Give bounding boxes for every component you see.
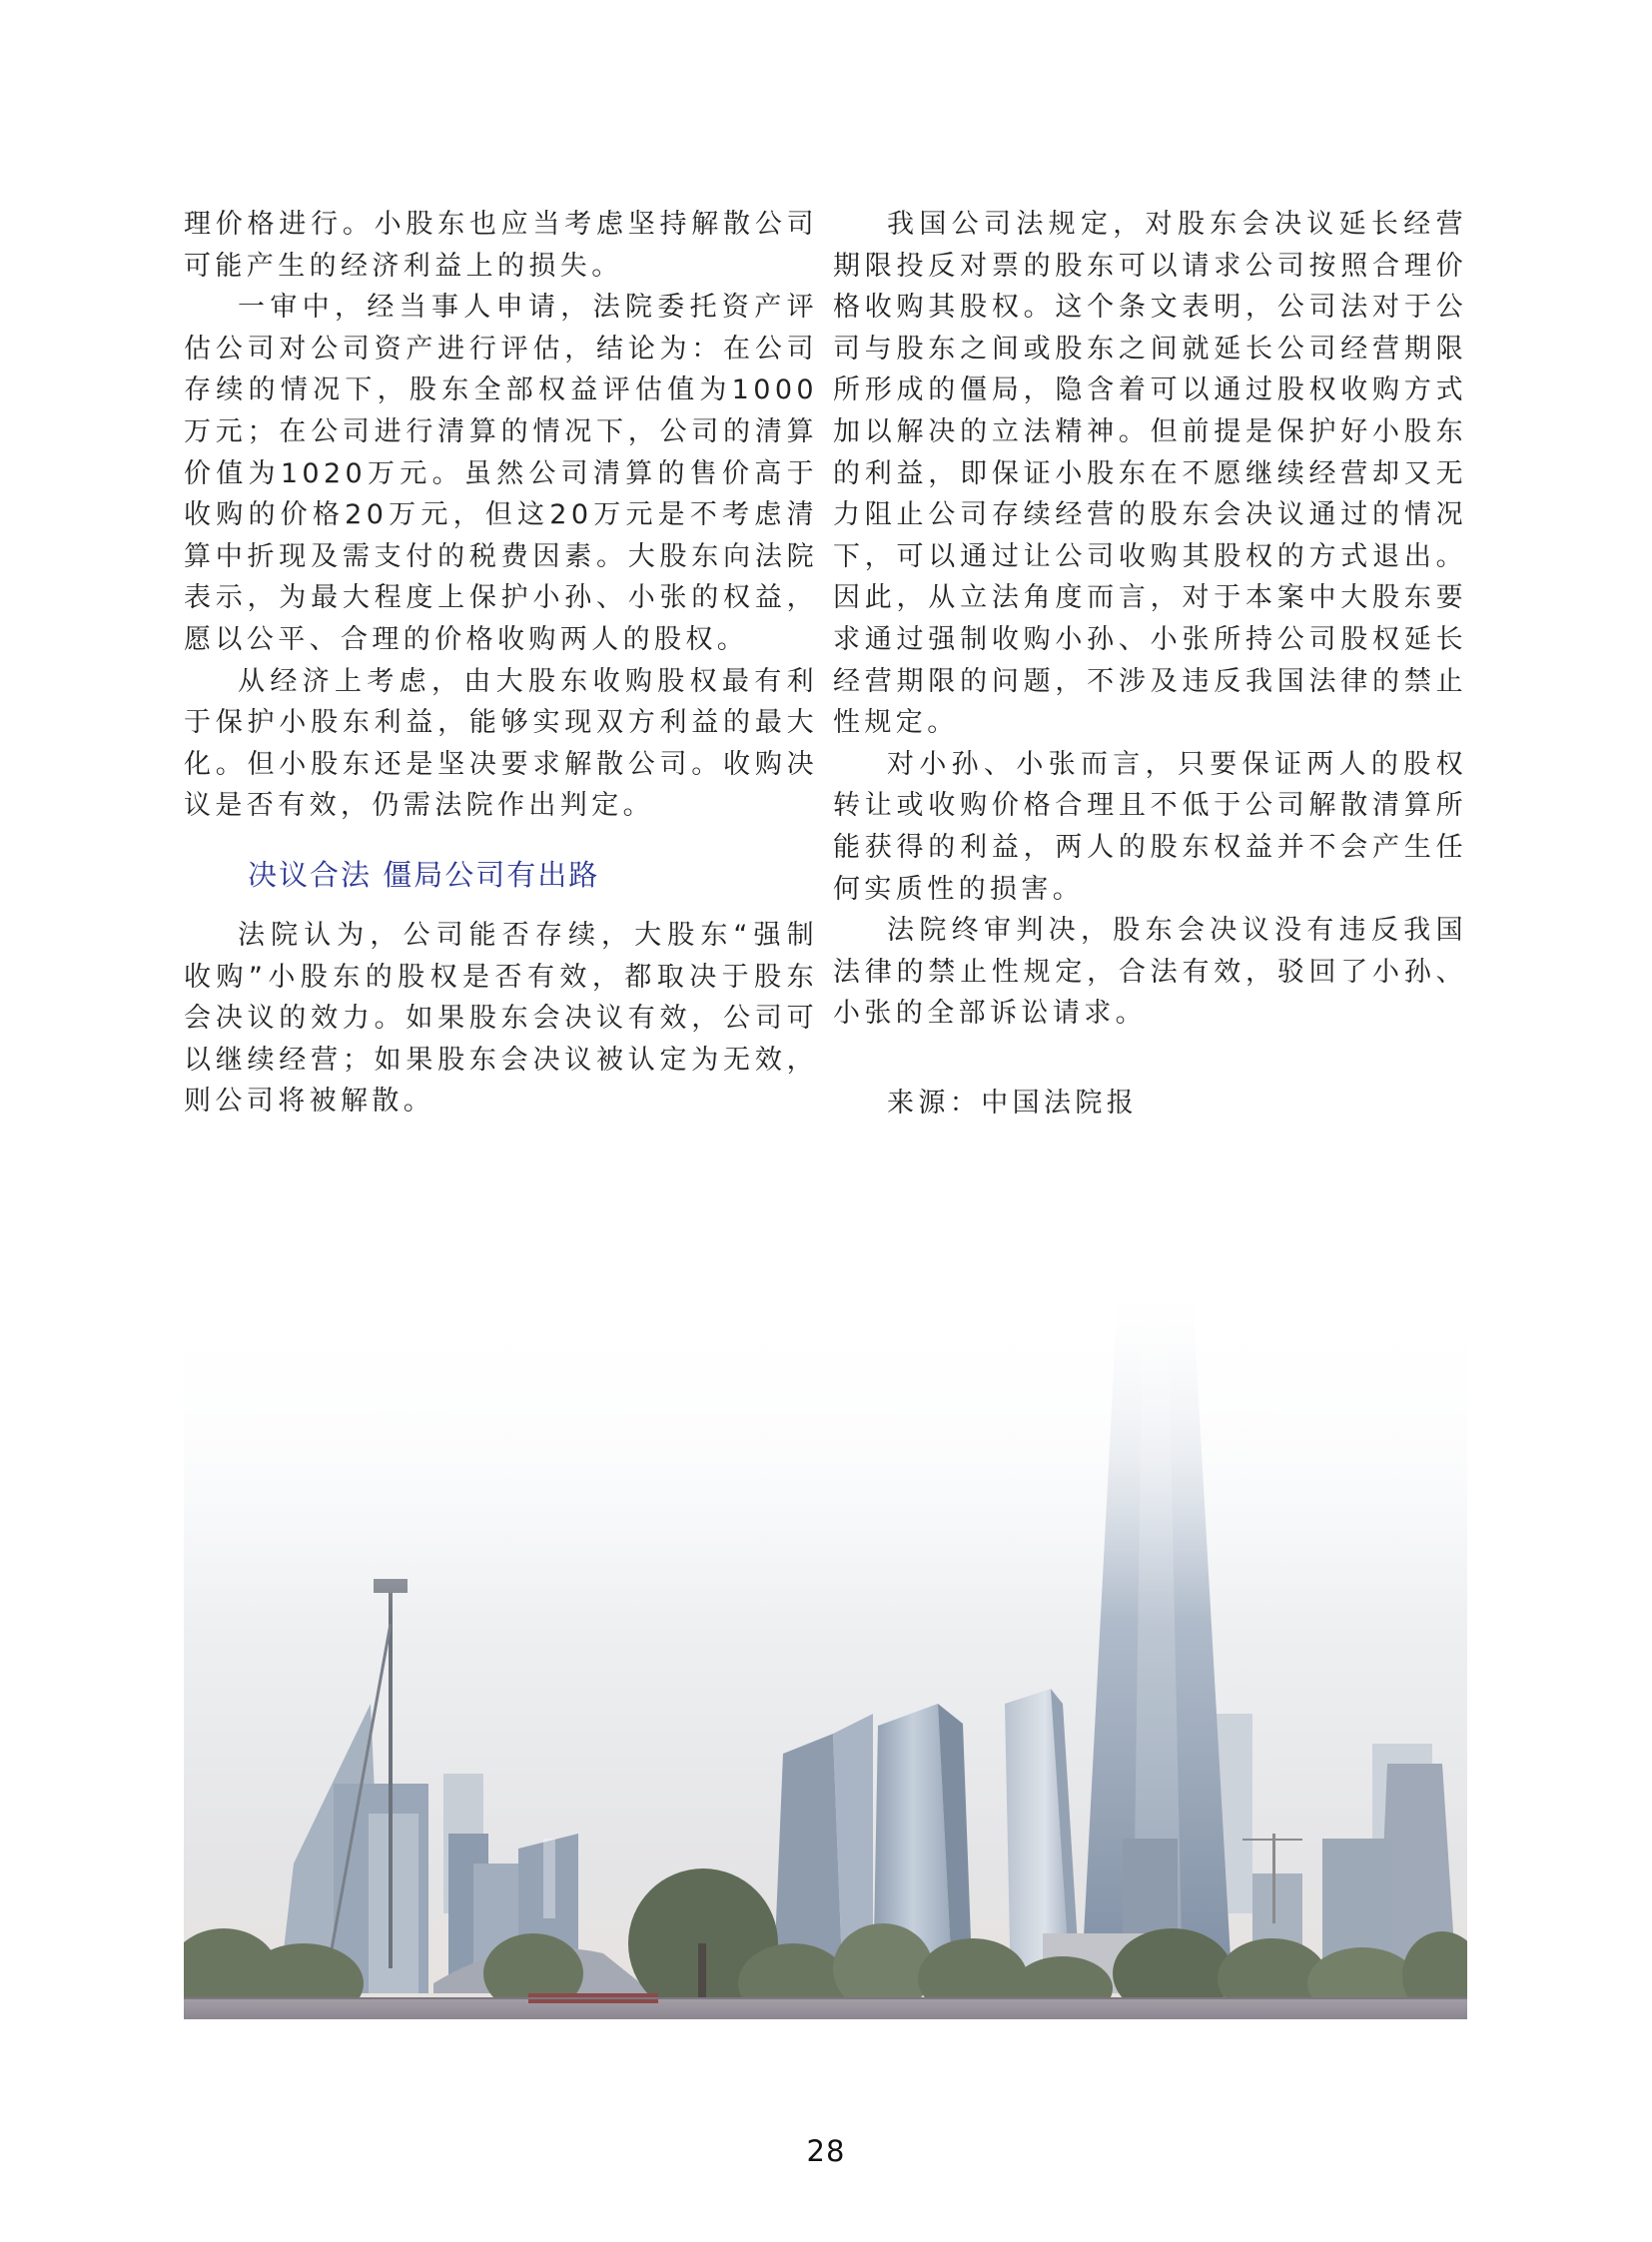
- right-column: [833, 204, 1467, 1123]
- paragraph: 一审中，经当事人申请，法院委托资产评估公司对公司资产进行评估，结论为：在公司存续的情况下，股东全部权益评估值为1000万元；在公司进行清算的情况下，公司的清算价值为1020万元。虽然公司清算的售价高于收购的价格20万元，但这20万元是不考虑清算中折现及需支付的税费因素。大股东向法院表示，为最大程度上保护小孙、小张的权益，愿以公平、合理的价格收购两人的股权。: [184, 292, 818, 655]
- paragraph: 对小孙、小张而言，只要保证两人的股权转让或收购价格合理且不低于公司解散清算所能获得的利益，两人的股东权益并不会产生任何实质性的损害。: [833, 748, 1467, 905]
- page-number: 28: [806, 2134, 846, 2168]
- left-column: [184, 204, 818, 1122]
- section-heading: 决议合法 僵局公司有出路: [248, 857, 600, 892]
- source-credit: 来源：中国法院报: [887, 1087, 1139, 1119]
- paragraph: 从经济上考虑，由大股东收购股权最有利于保护小股东利益，能够实现双方利益的最大化。但小股东还是坚决要求解散公司。收购决议是否有效，仍需法院作出判定。: [184, 665, 818, 822]
- paragraph: 我国公司法规定，对股东会决议延长经营期限投反对票的股东可以请求公司按照合理价格收购其股权。这个条文表明，公司法对于公司与股东之间或股东之间就延长公司经营期限所形成的僵局，隐含着可以通过股权收购方式加以解决的立法精神。但前提是保护好小股东的利益，即保证小股东在不愿继续经营却又无力阻止公司存续经营的股东会决议通过的情况下，可以通过让公司收购其股权的方式退出。因此，从立法角度而言，对于本案中大股东要求通过强制收购小孙、小张所持公司股权延长经营期限的问题，不涉及违反我国法律的禁止性规定。: [833, 209, 1467, 739]
- city-skyline-photo: [184, 1294, 1467, 2019]
- paragraph: 理价格进行。小股东也应当考虑坚持解散公司可能产生的经济利益上的损失。: [184, 209, 818, 282]
- paragraph: 法院认为，公司能否存续，大股东“强制收购”小股东的股权是否有效，都取决于股东会决议的效力。如果股东会决议有效，公司可以继续经营；如果股东会决议被认定为无效，则公司将被解散。: [184, 919, 818, 1118]
- paragraph: 法院终审判决，股东会决议没有违反我国法律的禁止性规定，合法有效，驳回了小孙、小张的全部诉讼请求。: [833, 915, 1467, 1030]
